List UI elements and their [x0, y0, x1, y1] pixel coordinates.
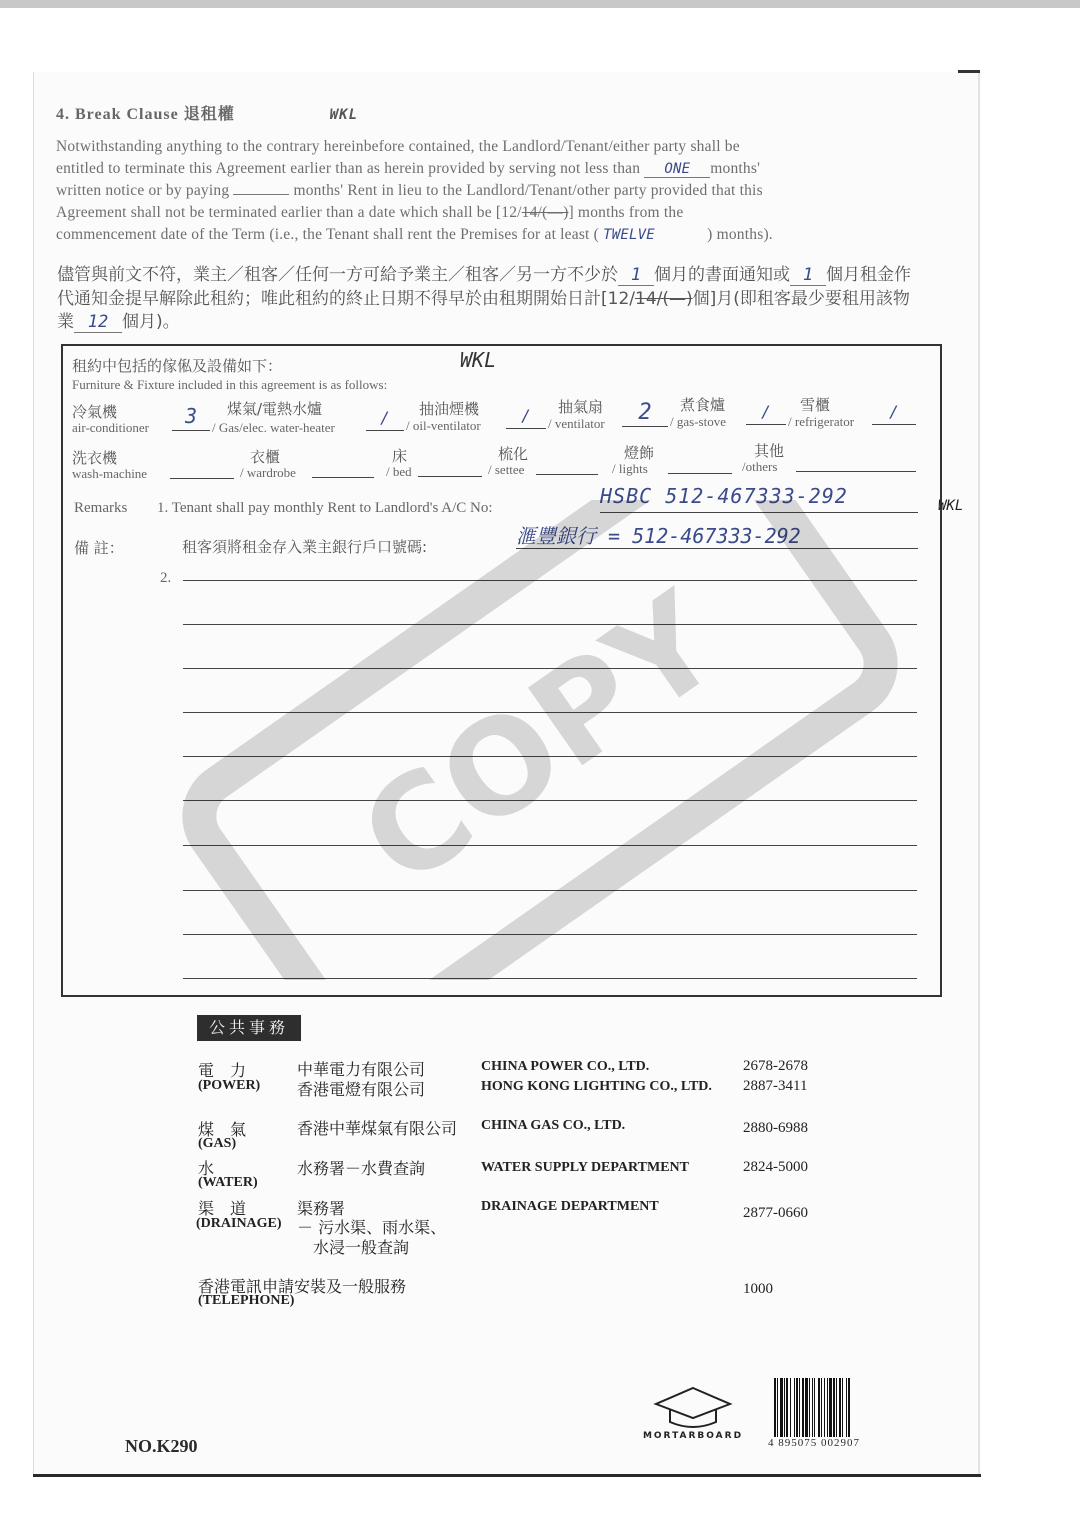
clause-en-line-5: commencement date of the Term (i.e., the Tenant shall rent the Premises for at least ( TWELVE ) months).: [56, 226, 773, 243]
item-refrigerator-en: / refrigerator: [788, 414, 855, 429]
item-air-conditioner-en: air-conditioner: [72, 420, 149, 435]
barcode-bar: [818, 1378, 820, 1440]
item-settee-en: / settee: [488, 462, 525, 477]
gas-company-zh: 香港中華煤氣有限公司: [297, 1119, 458, 1138]
furniture-title-en: Furniture & Fixture included in this agreement is as follows:: [72, 377, 388, 392]
logo-brand-text: MORTARBOARD: [642, 1431, 744, 1441]
landlord-bank-account-zh: 滙豐銀行 = 512-467333-292: [516, 520, 918, 549]
clause-en-line-2: entitled to terminate this Agreement earlier than as herein provided by serving not less than ONE months': [56, 160, 761, 177]
clause-en-line-3: written notice or by paying months' Rent in lieu to the Landlord/Tenant/other party provided that this: [56, 182, 763, 199]
qty-water-heater: /: [366, 408, 404, 431]
item-oil-ventilator-zh: 抽油煙機: [419, 400, 480, 418]
min-term-fill: TWELVE: [603, 227, 655, 243]
utility-gas-zh: 煤 氣: [198, 1120, 247, 1139]
utility-telephone-zh: 香港電訊申請安裝及一般服務: [198, 1277, 407, 1296]
item-bed-en: / bed: [386, 464, 412, 479]
qty-ventilator: 2: [622, 400, 668, 427]
remark-line: [183, 978, 917, 979]
drainage-department-en: DRAINAGE DEPARTMENT: [481, 1199, 659, 1214]
furniture-remarks-box: [61, 344, 942, 997]
remark-side-initials: WKL: [938, 498, 964, 514]
utility-drainage-en: (DRAINAGE): [196, 1216, 282, 1231]
item-lights-zh: 燈飾: [624, 444, 655, 462]
remark-line: [183, 580, 917, 581]
barcode-bar: [780, 1378, 783, 1440]
struck-option: 14/(—): [521, 204, 569, 221]
qty-bed: [418, 462, 482, 477]
remarks-label-en: Remarks: [74, 500, 128, 516]
remark-line: [183, 756, 917, 757]
barcode-bar: [848, 1378, 850, 1440]
remarks-label-zh: 備 註：: [74, 539, 124, 557]
barcode-bar: [833, 1378, 835, 1440]
qty-wardrobe: [312, 463, 374, 478]
remark-2-number: 2.: [160, 570, 172, 586]
barcode-bar: [777, 1378, 778, 1440]
barcode-bar: [842, 1378, 843, 1440]
barcode-bar: [805, 1378, 808, 1440]
barcode-bar: [786, 1378, 788, 1440]
clause-zh-line-2: 代通知金提早解除此租約；唯此租約的終止日期不得早於由租期開始日計[12/14/(—)個]月(即租客最少要租用該物: [57, 289, 910, 309]
item-wash-machine-zh: 洗衣機: [72, 449, 118, 467]
item-gas-stove-en: / gas-stove: [670, 414, 726, 429]
utility-water-en: (WATER): [198, 1175, 258, 1190]
remark-1-zh: 租客須將租金存入業主銀行戶口號碼:: [182, 538, 428, 556]
qty-gas-stove: /: [746, 402, 786, 425]
barcode-bar: [774, 1378, 776, 1440]
barcode-bar: [790, 1378, 791, 1440]
item-wash-machine-en: wash-machine: [72, 466, 148, 481]
utility-water-zh: 水: [198, 1159, 215, 1178]
barcode-bar: [829, 1378, 832, 1440]
rent-lieu-fill: [233, 194, 289, 195]
barcode-number: 4 895075 002907: [768, 1437, 860, 1449]
power-phone-1: 2678-2678: [743, 1058, 808, 1074]
remark-line: [183, 668, 917, 669]
barcode-bar: [821, 1378, 822, 1440]
telephone-phone: 1000: [743, 1281, 773, 1297]
barcode-bar: [794, 1378, 795, 1440]
page-bottom-edge: [33, 1474, 981, 1477]
drainage-phone: 2877-0660: [743, 1205, 808, 1221]
qty-oil-ventilator: /: [506, 406, 546, 429]
page-right-edge: [978, 72, 980, 1477]
furniture-title-zh: 租約中包括的傢俬及設備如下：: [72, 357, 283, 375]
barcode-bar: [827, 1378, 828, 1440]
barcode-bar: [836, 1378, 837, 1440]
barcode-bar: [812, 1378, 813, 1440]
item-others-zh: 其他: [754, 442, 785, 460]
qty-lights: [668, 459, 732, 474]
utility-telephone-en: (TELEPHONE): [198, 1293, 295, 1308]
barcode-bar: [784, 1378, 785, 1440]
qty-refrigerator: /: [872, 402, 916, 425]
remark-line: [183, 712, 917, 713]
water-phone: 2824-5000: [743, 1159, 808, 1175]
item-settee-zh: 梳化: [498, 445, 529, 463]
item-refrigerator-zh: 雪櫃: [800, 396, 831, 414]
clause-initials: WKL: [329, 107, 359, 123]
drainage-services-zh: － 污水渠、雨水渠、: [297, 1218, 447, 1237]
drainage-enquiry-zh: 水浸一般查詢: [313, 1238, 410, 1257]
barcode-bar: [839, 1378, 841, 1440]
remark-line: [183, 800, 917, 801]
notice-months-fill: ONE: [644, 161, 710, 178]
clause-title: [56, 101, 358, 124]
power-company-2-zh: 香港電燈有限公司: [297, 1080, 426, 1099]
top-edge-bar: [0, 0, 1080, 8]
remark-line: [183, 845, 917, 846]
item-oil-ventilator-en: / oil-ventilator: [406, 418, 481, 433]
qty-settee: [536, 460, 598, 475]
qty-air-conditioner: 3: [172, 404, 210, 431]
mortarboard-logo: [630, 1378, 756, 1442]
barcode-bar: [799, 1378, 800, 1440]
drainage-department-zh: 渠務署: [297, 1199, 346, 1218]
power-company-2-en: HONG KONG LIGHTING CO., LTD.: [481, 1079, 712, 1094]
clause-zh-line-3: 業 12 個月)。: [57, 312, 180, 332]
clause-title-text: 4. Break Clause 退租權: [56, 106, 235, 123]
page-corner-mark: [958, 70, 980, 73]
form-code: NO.K290: [125, 1436, 198, 1456]
furniture-initials: WKL: [460, 348, 497, 372]
qty-wash-machine: [170, 464, 234, 479]
qty-others: [796, 457, 916, 472]
clause-en-line-4: Agreement shall not be terminated earlier than a date which shall be [12/14/(—)] months from the: [56, 204, 684, 221]
barcode-bar: [809, 1378, 810, 1440]
item-water-heater-zh: 煤氣/電熱水爐: [227, 400, 323, 418]
barcode-bar: [846, 1378, 847, 1440]
remark-line: [183, 890, 917, 891]
water-department-zh: 水務署－水費查詢: [297, 1159, 426, 1178]
public-utilities-tag: 公共事務: [197, 1015, 301, 1041]
power-phone-2: 2887-3411: [743, 1078, 808, 1094]
utility-power-en: (POWER): [198, 1078, 261, 1093]
barcode-bar: [824, 1378, 825, 1440]
utility-drainage-zh: 渠 道: [198, 1199, 247, 1218]
power-company-1-en: CHINA POWER CO., LTD.: [481, 1059, 650, 1074]
item-air-conditioner-zh: 冷氣機: [72, 403, 118, 421]
item-ventilator-zh: 抽氣扇: [558, 398, 604, 416]
landlord-account-number: HSBC 512-467333-292: [600, 484, 918, 513]
barcode-bar: [796, 1378, 798, 1440]
clause-en-line-1: Notwithstanding anything to the contrary hereinbefore contained, the Landlord/Tenant/either party shall be: [56, 138, 740, 155]
remark-line: [183, 934, 917, 935]
remark-1-en: 1. Tenant shall pay monthly Rent to Landlord's A/C No:: [157, 500, 493, 516]
item-wardrobe-zh: 衣櫃: [250, 448, 281, 466]
gas-phone: 2880-6988: [743, 1120, 808, 1136]
utility-power-zh: 電 力: [198, 1061, 247, 1080]
item-lights-en: / lights: [612, 461, 648, 476]
barcode-bar: [814, 1378, 815, 1440]
item-wardrobe-en: / wardrobe: [240, 465, 296, 480]
utility-gas-en: (GAS): [198, 1136, 237, 1151]
item-gas-stove-zh: 煮食爐: [680, 396, 726, 414]
clause-zh-line-1: 儘管與前文不符，業主／租客／任何一方可給予業主／租客／另一方不少於 1 個月的書面通知或 1 個月租金作: [57, 265, 911, 285]
power-company-1-zh: 中華電力有限公司: [297, 1060, 426, 1079]
gas-company-en: CHINA GAS CO., LTD.: [481, 1118, 626, 1133]
item-others-en: /others: [742, 459, 778, 474]
item-bed-zh: 床: [392, 447, 408, 465]
item-water-heater-en: / Gas/elec. water-heater: [212, 420, 335, 435]
water-department-en: WATER SUPPLY DEPARTMENT: [481, 1160, 689, 1175]
remark-line: [183, 624, 917, 625]
barcode-bar: [802, 1378, 804, 1440]
item-ventilator-en: / ventilator: [548, 416, 605, 431]
